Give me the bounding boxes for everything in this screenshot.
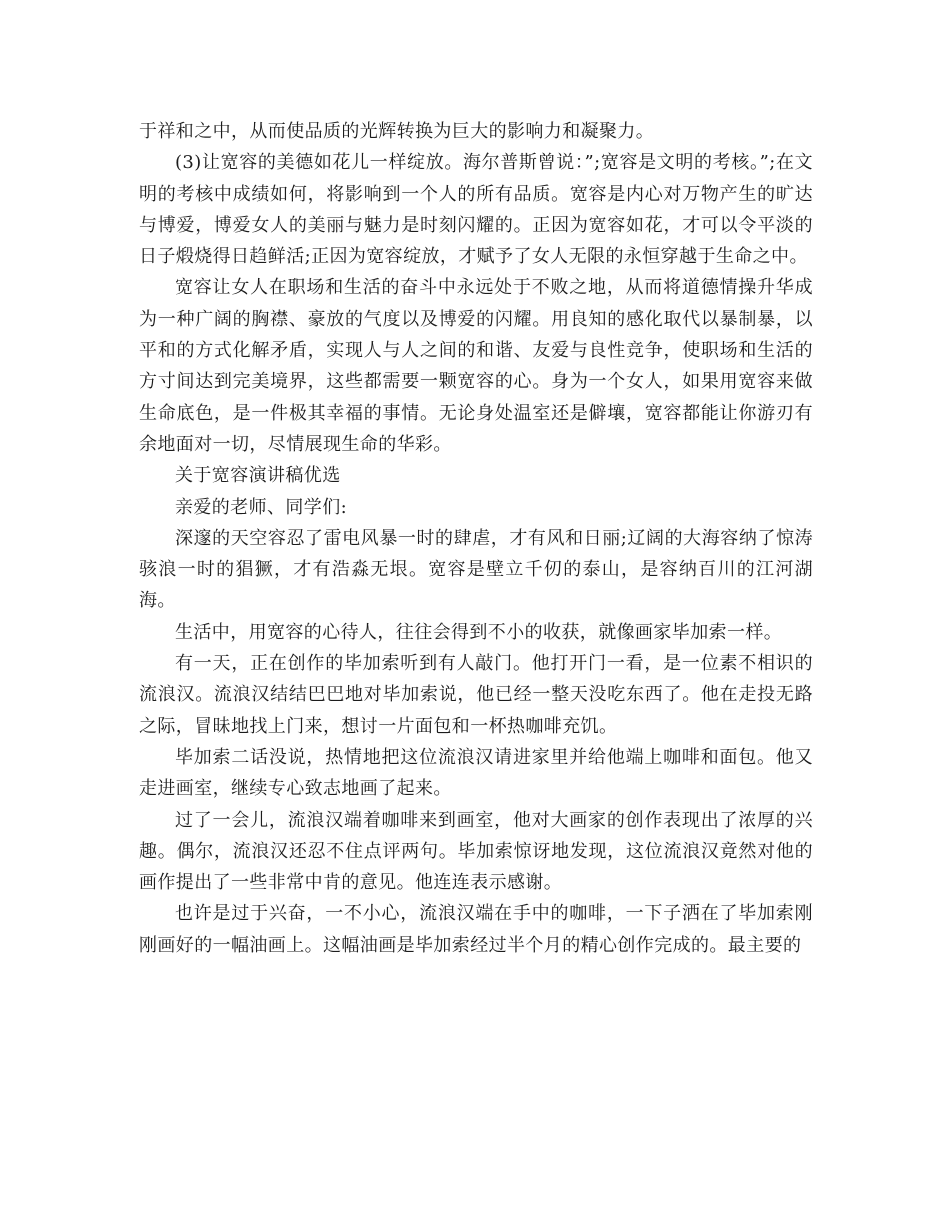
paragraph-point-3: (3)让宽容的美德如花儿一样绽放。海尔普斯曾说：”;宽容是文明的考核。”;在文明的考核中成绩如何，将影响到一个人的所有品质。宽容是内心对万物产生的旷达与博爱，博爱女人的美丽与魅力是时刻闪耀的。正因为宽容如花，才可以令平淡的日子煅烧得日趋鲜活;正因为宽容绽放，才赋予了女人无限的永恒穿越于生命之中。 — [139, 152, 813, 268]
paragraph-studio: 过了一会儿，流浪汉端着咖啡来到画室，他对大画家的创作表现出了浓厚的兴趣。偶尔，流浪汉还忍不住点评两句。毕加索惊讶地发现，这位流浪汉竟然对他的画作提出了一些非常中肯的意见。他连连表示感谢。 — [139, 809, 813, 894]
paragraph-continuation: 于祥和之中，从而使品质的光辉转换为巨大的影响力和凝聚力。 — [139, 121, 655, 142]
paragraph-knock: 有一天，正在创作的毕加索听到有人敲门。他打开门一看，是一位素不相识的流浪汉。流浪汉结结巴巴地对毕加索说，他已经一整天没吃东西了。他在走投无路之际，冒昧地找上门来，想讨一片面包和一杯热咖啡充饥。 — [139, 653, 813, 737]
paragraph-spill: 也许是过于兴奋，一不小心，流浪汉端在手中的咖啡，一下子洒在了毕加索刚刚画好的一幅油画上。这幅油画是毕加索经过半个月的精心创作完成的。最主要的 — [139, 903, 813, 956]
paragraph-picasso-intro: 生活中，用宽容的心待人，往往会得到不小的收获，就像画家毕加索一样。 — [175, 621, 783, 643]
section-heading: 关于宽容演讲稿优选 — [175, 465, 341, 487]
paragraph-sky-sea: 深邃的天空容忍了雷电风暴一时的肆虐，才有风和日丽;辽阔的大海容纳了惊涛骇浪一时的猖獗，才有浩淼无垠。宽容是壁立千仞的泰山，是容纳百川的江河湖海。 — [139, 527, 813, 612]
document-body — [139, 116, 813, 961]
paragraph-tolerance-women: 宽容让女人在职场和生活的奋斗中永远处于不败之地，从而将道德情操升华成为一种广阔的胸襟、豪放的气度以及博爱的闪耀。用良知的感化取代以暴制暴，以平和的方式化解矛盾，实现人与人之间的和谐、友爱与良性竞争，使职场和生活的方寸间达到完美境界，这些都需要一颗宽容的心。身为一个女人，如果用宽容来做生命底色，是一件极其幸福的事情。无论身处温室还是僻壤，宽容都能让你游刃有余地面对一切，尽情展现生命的华彩。 — [139, 277, 813, 455]
salutation: 亲爱的老师、同学们: — [175, 496, 348, 518]
paragraph-invite: 毕加索二话没说，热情地把这位流浪汉请进家里并给他端上咖啡和面包。他又走进画室，继续专心致志地画了起来。 — [139, 746, 813, 800]
